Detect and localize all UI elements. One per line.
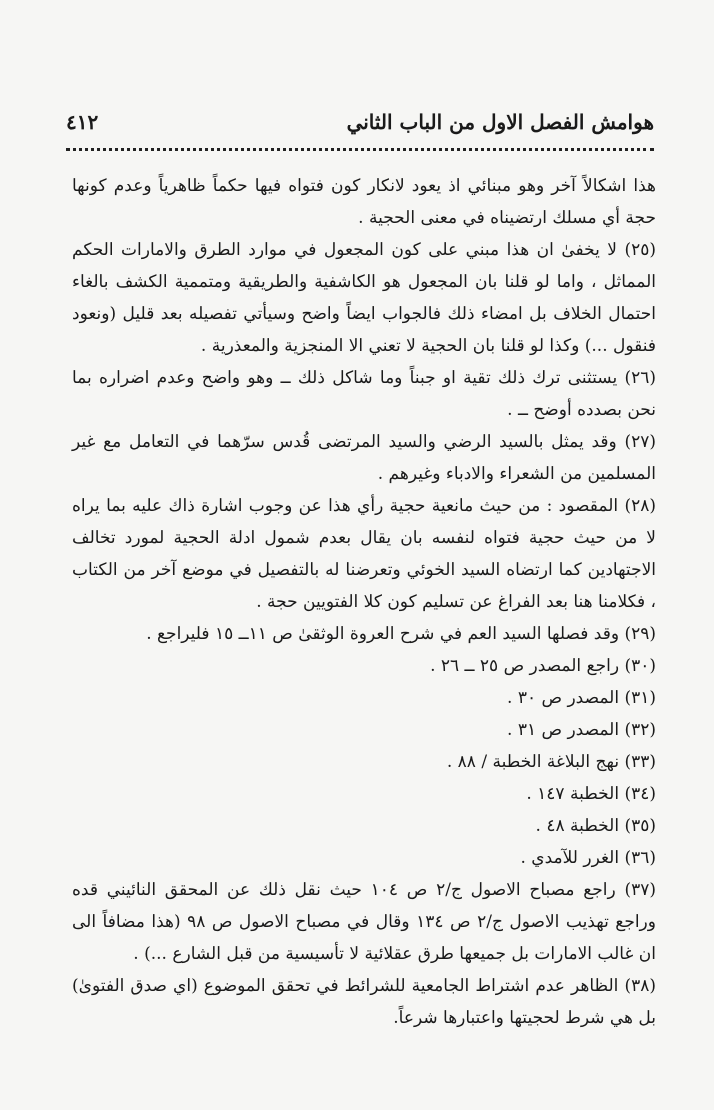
header-divider <box>66 148 654 151</box>
footnote-28: (٢٨) المقصود : من حيث مانعية حجية رأي هذا عن وجوب اشارة ذاك عليه بما يراه لا من حيث حجية فتواه لنفسه بان يقال بعدم شمول ادلة الحجية لمورد تخالف الاجتهادين كما ارتضاه السيد الخوئي وتعرضنا له بالتفصيل في موضع آخر من الكتاب ، فكلامنا هنا بعد الفراغ عن تسليم كون كلا الفتويين حجة . <box>72 496 656 612</box>
page-number: ٤١٢ <box>66 110 99 134</box>
footnote-32: (٣٢) المصدر ص ٣١ . <box>507 720 656 740</box>
chapter-title: هوامش الفصل الاول من الباب الثاني <box>346 110 654 134</box>
footnote-35: (٣٥) الخطبة ٤٨ . <box>535 816 656 836</box>
footnote-33: (٣٣) نهج البلاغة الخطبة / ٨٨ . <box>446 752 656 772</box>
footnote-26: (٢٦) يستثنى ترك ذلك تقية او جبناً وما شاكل ذلك ــ وهو واضح وعدم اضراره بما نحن بصدده أوضح ــ . <box>72 368 656 420</box>
footnote-25: (٢٥) لا يخفىٰ ان هذا مبني على كون المجعول في موارد الطرق والامارات الحكم المماثل ، واما لو قلنا بان المجعول هو الكاشفية والطريقية ومتممية الكشف بالغاء احتمال الخلاف بل امضاء ذلك فالجواب ايضاً واضح وسيأتي تفصيله بعد قليل (ونعود فنقول ...) وكذا لو قلنا بان الحجية لا تعني الا المنجزية والمعذرية . <box>72 240 656 356</box>
footnotes-body <box>72 170 656 1034</box>
footnote-29: (٢٩) وقد فصلها السيد العم في شرح العروة الوثقىٰ ص ١١ــ ١٥ فليراجع . <box>146 624 656 644</box>
page-header <box>66 108 654 142</box>
footnote-continuation: هذا اشكالاً آخر وهو مبنائي اذ يعود لانكار كون فتواه فيها حكماً ظاهرياً وعدم كونها حجة أي مسلك ارتضيناه في معنى الحجية . <box>72 176 656 228</box>
footnote-38: (٣٨) الظاهر عدم اشتراط الجامعية للشرائط في تحقق الموضوع (اي صدق الفتوىٰ) بل هي شرط لحجيتها واعتبارها شرعاً. <box>72 976 656 1028</box>
footnote-34: (٣٤) الخطبة ١٤٧ . <box>526 784 656 804</box>
footnote-27: (٢٧) وقد يمثل بالسيد الرضي والسيد المرتضى قُدس سرّهما في التعامل مع غير المسلمين من الشعراء والادباء وغيرهم . <box>72 432 656 484</box>
footnote-31: (٣١) المصدر ص ٣٠ . <box>507 688 656 708</box>
footnote-36: (٣٦) الغرر للآمدي . <box>520 848 656 868</box>
footnote-37: (٣٧) راجع مصباح الاصول ج/٢ ص ١٠٤ حيث نقل ذلك عن المحقق النائيني قده وراجع تهذيب الاصول ج/٢ ص ١٣٤ وقال في مصباح الاصول ص ٩٨ (هذا مضافاً الى ان غالب الامارات بل جميعها طرق عقلائية لا تأسيسية من قبل الشارع ...) . <box>72 880 656 964</box>
footnote-30: (٣٠) راجع المصدر ص ٢٥ ــ ٢٦ . <box>430 656 656 676</box>
